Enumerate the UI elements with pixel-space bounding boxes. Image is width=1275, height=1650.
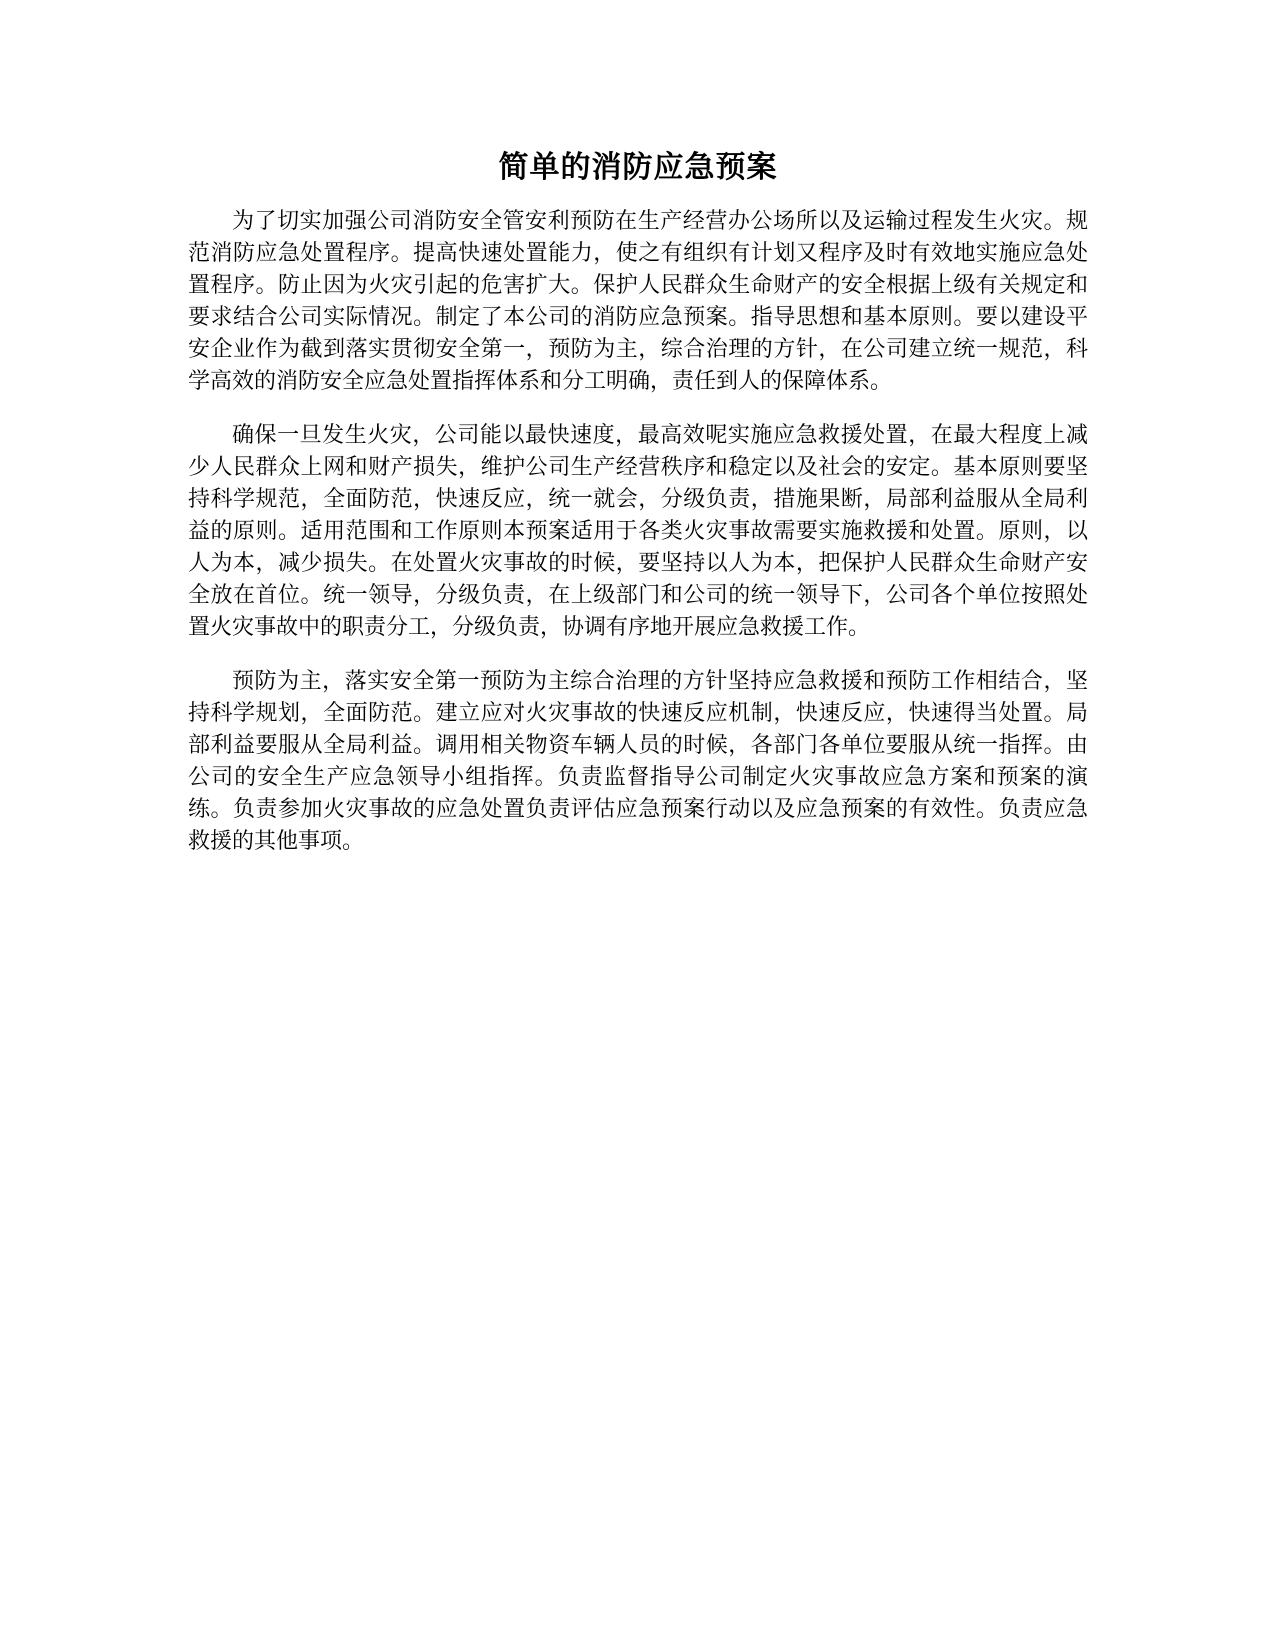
paragraph-2: 确保一旦发生火灾，公司能以最快速度，最高效呢实施应急救援处置，在最大程度上减少人民群众上网和财产损失，维护公司生产经营秩序和稳定以及社会的安定。基本原则要坚持科学规范，全面防范，快速反应，统一就会，分级负责，措施果断，局部利益服从全局利益的原则。适用范围和工作原则本预案适用于各类火灾事故需要实施救援和处置。原则，以人为本，减少损失。在处置火灾事故的时候，要坚持以人为本，把保护人民群众生命财产安全放在首位。统一领导，分级负责，在上级部门和公司的统一领导下，公司各个单位按照处置火灾事故中的职责分工，分级负责，协调有序地开展应急救援工作。 [188,423,1088,640]
paragraph-1: 为了切实加强公司消防安全管安利预防在生产经营办公场所以及运输过程发生火灾。规范消防应急处置程序。提高快速处置能力，使之有组织有计划又程序及时有效地实施应急处置程序。防止因为火灾引起的危害扩大。保护人民群众生命财产的安全根据上级有关规定和要求结合公司实际情况。制定了本公司的消防应急预案。指导思想和基本原则。要以建设平安企业作为截到落实贯彻安全第一，预防为主，综合治理的方针，在公司建立统一规范，科学高效的消防安全应急处置指挥体系和分工明确，责任到人的保障体系。 [188,209,1088,394]
document-body [188,148,1088,880]
document-title: 简单的消防应急预案 [498,150,778,185]
paragraph-3: 预防为主，落实安全第一预防为主综合治理的方针坚持应急救援和预防工作相结合，坚持科学规划，全面防范。建立应对火灾事故的快速反应机制，快速反应，快速得当处置。局部利益要服从全局利益。调用相关物资车辆人员的时候，各部门各单位要服从统一指挥。由公司的安全生产应急领导小组指挥。负责监督指导公司制定火灾事故应急方案和预案的演练。负责参加火灾事故的应急处置负责评估应急预案行动以及应急预案的有效性。负责应急救援的其他事项。 [188,669,1088,854]
